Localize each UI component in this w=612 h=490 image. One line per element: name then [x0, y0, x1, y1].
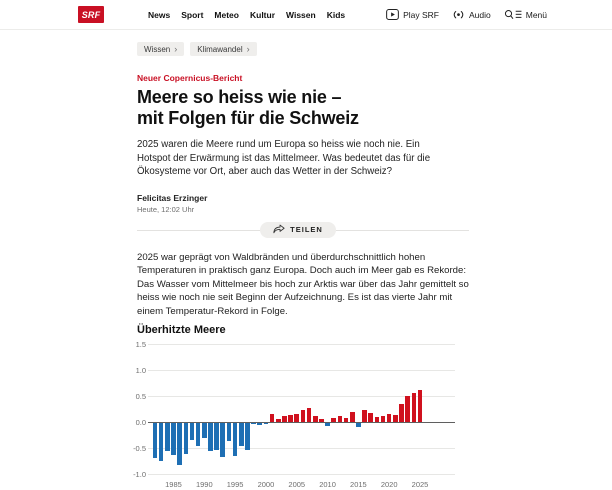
chart-title: Überhitzte Meere	[137, 324, 226, 336]
header-action-play-tv[interactable]	[386, 9, 439, 20]
bar-2023	[405, 396, 410, 422]
chevron-right-icon: ›	[174, 43, 178, 54]
y-gridline	[148, 448, 455, 449]
bar-2014	[350, 412, 355, 422]
x-tick-label: 1995	[226, 480, 244, 489]
bar-1996	[239, 422, 244, 446]
author-name: Felicitas Erzinger	[137, 192, 208, 203]
article	[133, 30, 469, 490]
x-tick-label: 2015	[350, 480, 367, 489]
share-arrow-icon	[273, 224, 285, 236]
publish-date: Heute, 12:02 Uhr	[137, 204, 195, 214]
breadcrumb-wissen[interactable]	[137, 42, 184, 56]
y-tick-label: 0.5	[135, 391, 146, 401]
x-tick-label: 1985	[165, 480, 182, 489]
audio-icon	[452, 9, 465, 20]
nav-item-news[interactable]: News	[148, 9, 171, 20]
x-tick-label: 2020	[380, 480, 398, 489]
share-button-label: TEILEN	[290, 225, 323, 234]
header-action-label: Play SRF	[403, 9, 439, 20]
bar-1984	[165, 422, 170, 451]
chart-overheated-seas	[133, 324, 459, 490]
nav-item-meteo[interactable]: Meteo	[214, 9, 239, 20]
bar-2016	[362, 410, 367, 422]
article-title	[137, 87, 459, 129]
srf-logo[interactable]: SRF	[78, 6, 104, 23]
bar-1995	[233, 422, 238, 456]
bar-1991	[208, 422, 213, 451]
breadcrumb-klimawandel[interactable]	[190, 42, 256, 56]
bar-1982	[153, 422, 158, 458]
nav-item-wissen[interactable]: Wissen	[286, 9, 316, 20]
y-tick-label: 1.0	[135, 365, 146, 375]
bar-1986	[177, 422, 182, 465]
header-action-label: Audio	[468, 9, 491, 20]
bar-1988	[190, 422, 195, 440]
x-tick-label: 2025	[411, 480, 429, 489]
bar-2006	[301, 410, 306, 422]
bar-2024	[412, 393, 417, 422]
bar-1994	[227, 422, 232, 441]
article-title-line1: Meere so heiss wie nie –	[137, 87, 342, 107]
bar-2007	[307, 408, 312, 422]
y-tick-label: -1.0	[133, 469, 146, 479]
chart-plot-area	[133, 338, 459, 490]
header-action-search-menu[interactable]	[504, 9, 547, 20]
site-header	[0, 0, 612, 30]
bar-1990	[202, 422, 207, 438]
article-lead: 2025 waren die Meere rund um Europa so heiss wie noch nie. Ein Hotspot der Erwärmung ist das Mittelmeer. Was bedeutet das für die Ökosysteme vor Ort, aber auch das Wetter in der Schweiz?	[137, 139, 431, 177]
y-tick-label: 0.0	[135, 417, 146, 427]
share-row	[137, 222, 459, 238]
y-gridline	[148, 474, 455, 475]
header-action-audio[interactable]	[452, 9, 491, 20]
article-kicker: Neuer Copernicus-Bericht	[137, 73, 243, 83]
play-tv-icon	[386, 9, 399, 20]
bar-1983	[159, 422, 164, 461]
x-tick-label: 2010	[319, 480, 336, 489]
y-gridline	[148, 344, 455, 345]
main-nav	[148, 10, 345, 20]
bar-1993	[220, 422, 225, 457]
bar-1989	[196, 422, 201, 446]
search-menu-icon	[504, 9, 522, 20]
bar-2025	[418, 390, 423, 422]
breadcrumb-label: Klimawandel	[197, 44, 243, 54]
y-tick-label: -0.5	[133, 443, 146, 453]
zero-axis-line	[148, 422, 455, 424]
bar-1985	[171, 422, 176, 455]
y-gridline	[148, 370, 455, 371]
article-title-line2: mit Folgen für die Schweiz	[137, 108, 359, 128]
nav-item-kids[interactable]: Kids	[326, 9, 346, 20]
x-tick-label: 1990	[195, 480, 213, 489]
y-tick-label: 1.5	[135, 339, 146, 349]
share-button[interactable]	[260, 222, 336, 238]
x-tick-label: 2005	[288, 480, 306, 489]
bar-2022	[399, 404, 404, 422]
chevron-right-icon: ›	[246, 43, 250, 54]
header-action-label: Menü	[525, 9, 547, 20]
article-body: 2025 war geprägt von Waldbränden und überdurchschnittlich hohen Temperaturen in praktisch ganz Europa. Doch auch im Meer gab es Rekorde: Das Wasser vom Mittelmeer bis hoch zur Arktis war über das Jahr gemittelt so heiss wie noch nie seit Beginn der Aufzeichnung. Es ist das vierte Jahr mit einem Temperatur-Rekord in Folge.	[137, 251, 469, 317]
x-tick-label: 2000	[257, 480, 275, 489]
byline	[137, 193, 459, 214]
bar-1997	[245, 422, 250, 450]
breadcrumb	[137, 42, 459, 56]
bar-1987	[184, 422, 189, 454]
header-actions	[386, 9, 547, 20]
breadcrumb-label: Wissen	[144, 44, 171, 54]
bar-1992	[214, 422, 219, 450]
nav-item-sport[interactable]: Sport	[181, 9, 204, 20]
nav-item-kultur[interactable]: Kultur	[249, 9, 276, 20]
